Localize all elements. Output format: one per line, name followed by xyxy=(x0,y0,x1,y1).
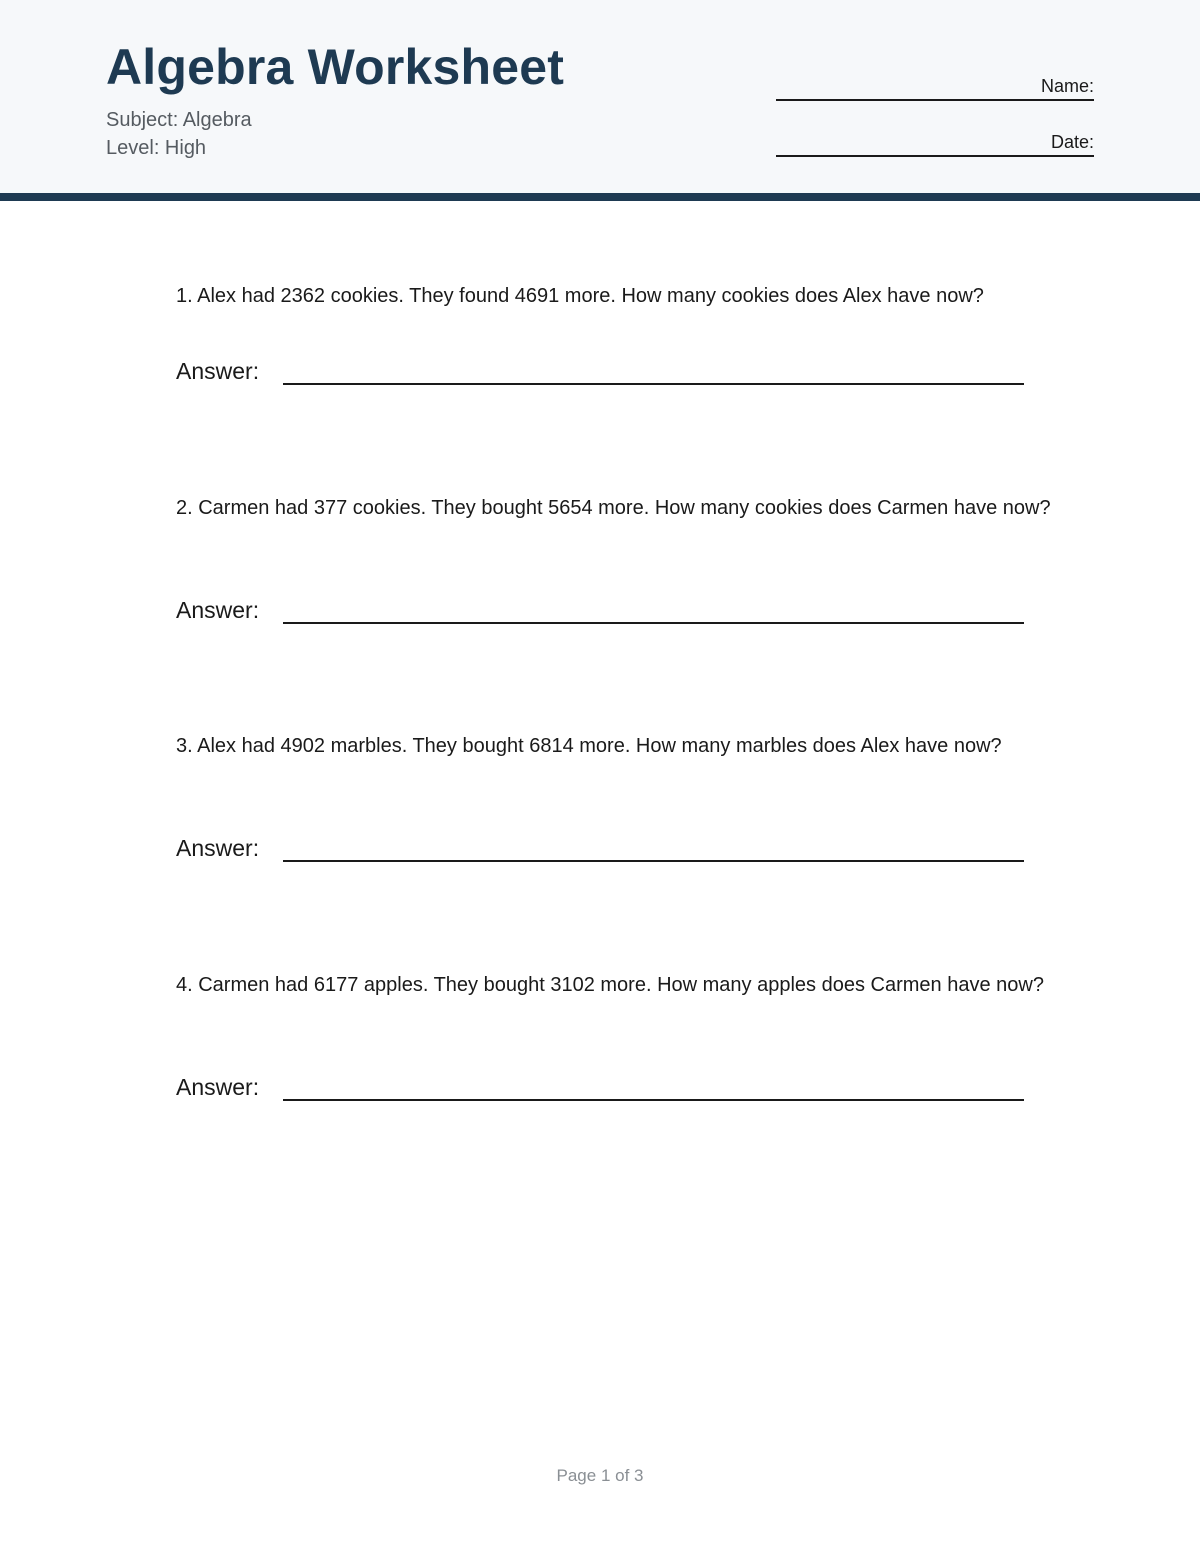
date-label: Date: xyxy=(1050,132,1094,152)
question-item xyxy=(176,495,1076,623)
header-divider xyxy=(0,193,1200,201)
question-text: 1. Alex had 2362 cookies. They found 4691 more. How many cookies does Alex have now? xyxy=(176,285,984,307)
answer-label: Answer: xyxy=(176,835,260,861)
answer-label: Answer: xyxy=(176,1074,260,1100)
question-text: 3. Alex had 4902 marbles. They bought 6814 more. How many marbles does Alex have now? xyxy=(176,735,1002,757)
answer-line[interactable] xyxy=(283,860,1024,862)
name-label: Name: xyxy=(1040,76,1094,96)
answer-row xyxy=(176,357,1024,387)
answer-label: Answer: xyxy=(176,597,260,623)
question-text: 2. Carmen had 377 cookies. They bought 5654 more. How many cookies does Carmen have now? xyxy=(176,497,1051,519)
answer-line[interactable] xyxy=(283,622,1024,624)
question-item xyxy=(176,972,1076,1100)
worksheet-header xyxy=(0,0,1200,193)
answer-label: Answer: xyxy=(176,358,260,384)
page-title: Algebra Worksheet xyxy=(106,39,565,95)
answer-row xyxy=(176,1073,1024,1103)
subject-line: Subject: Algebra xyxy=(106,109,252,131)
question-item xyxy=(176,283,1076,384)
level-line: Level: High xyxy=(106,137,207,159)
question-item xyxy=(176,733,1076,861)
answer-line[interactable] xyxy=(283,1099,1024,1101)
name-field[interactable] xyxy=(776,71,1094,101)
answer-row xyxy=(176,834,1024,864)
question-text: 4. Carmen had 6177 apples. They bought 3102 more. How many apples does Carmen have now? xyxy=(176,974,1044,996)
answer-line[interactable] xyxy=(283,383,1024,385)
answer-row xyxy=(176,596,1024,626)
page-number: Page 1 of 3 xyxy=(556,1466,644,1485)
date-field[interactable] xyxy=(776,127,1094,157)
